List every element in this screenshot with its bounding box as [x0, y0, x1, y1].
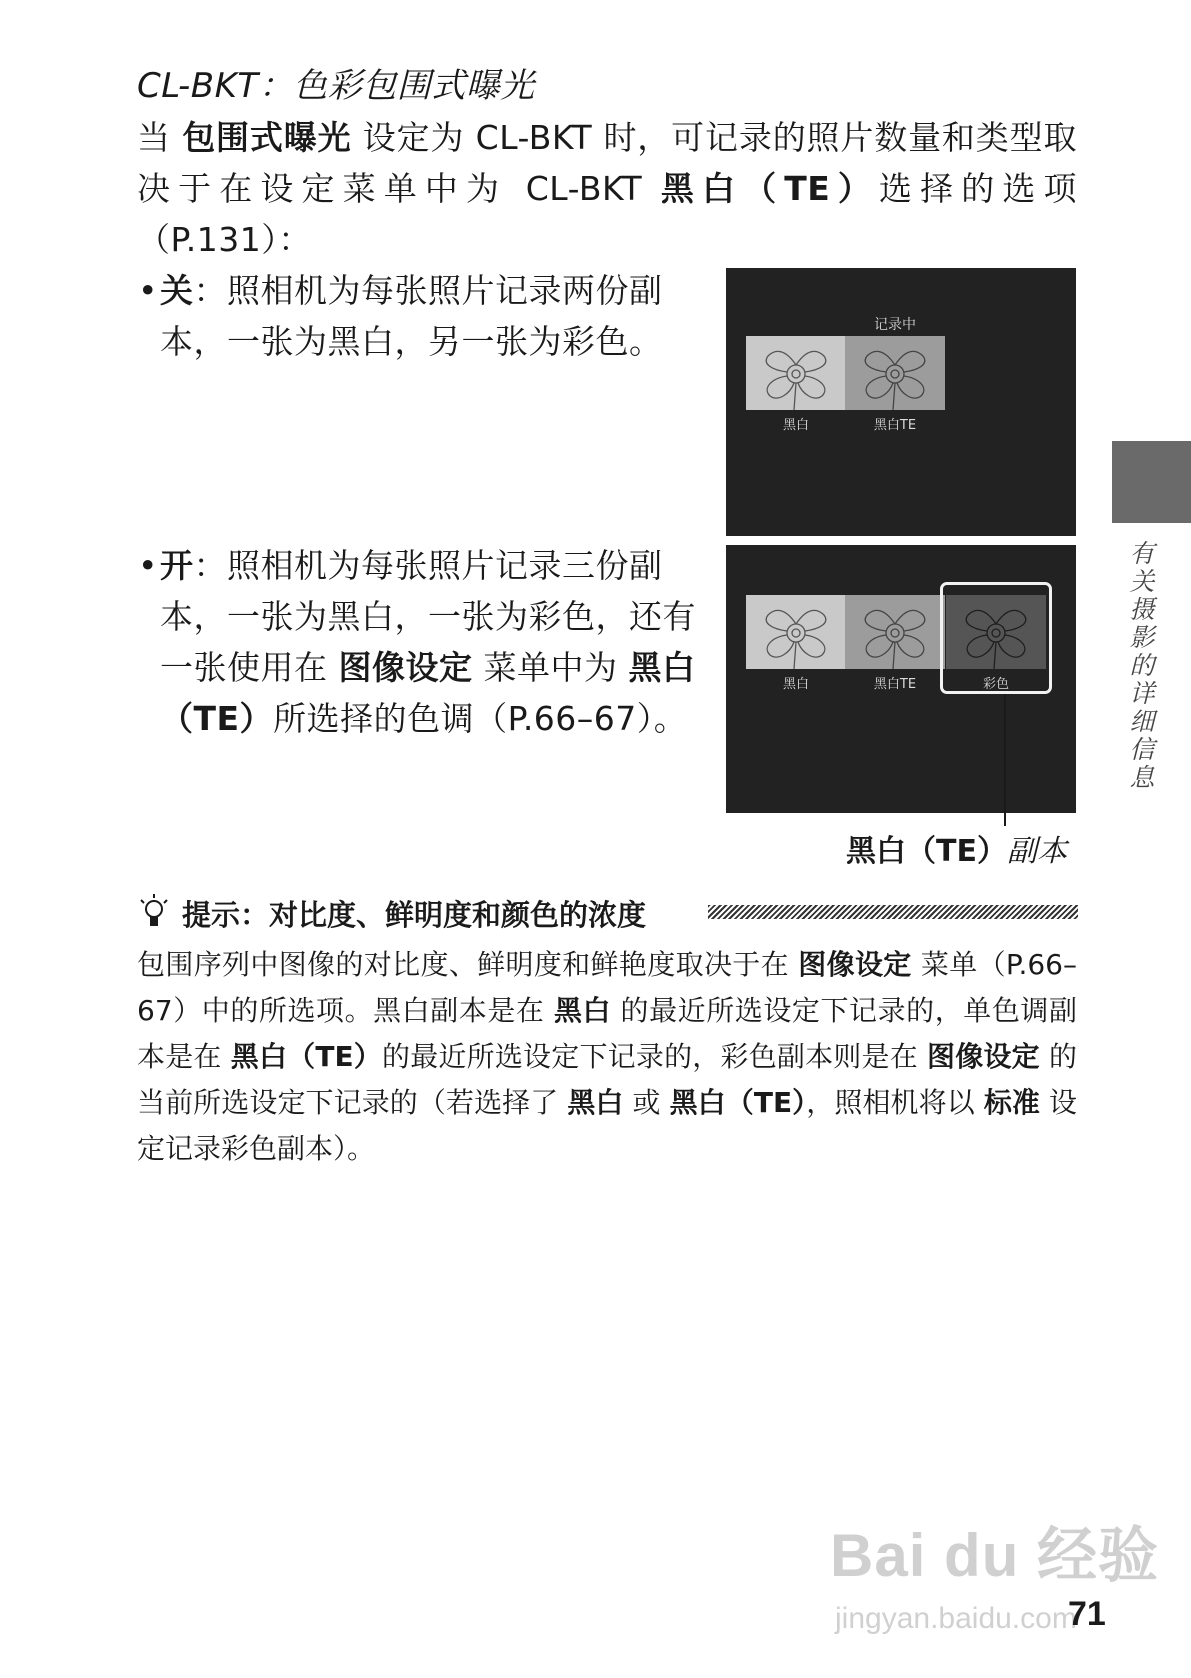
tip-text: 的最近所选设定下记录的，单色调副本是在: [137, 994, 1077, 1073]
menu-term: 黑白（TE）: [669, 1086, 807, 1119]
menu-term: 黑白: [567, 1086, 624, 1119]
bullet-key: 开: [160, 546, 194, 585]
intro-text: 选择的选项（P.131）：: [137, 169, 1077, 259]
bullet-on: [138, 540, 705, 744]
chapter-tab-label: 有关摄影的详细信息: [1126, 540, 1155, 792]
caption-term: 黑白（TE）: [846, 834, 1007, 869]
thumb-bw: [746, 595, 846, 669]
menu-term: 黑白: [553, 994, 612, 1027]
tip-body: [137, 942, 1077, 1172]
bullet-off: [138, 265, 705, 367]
watermark-brand: Bai du 经验: [830, 1522, 1160, 1589]
tip-text: ，照相机将以: [806, 1086, 984, 1119]
intro-paragraph: [137, 112, 1077, 265]
section-heading: CL-BKT：色彩包围式曝光: [137, 66, 535, 106]
watermark-url: jingyan.baidu.com: [835, 1602, 1077, 1635]
bullet-text: 菜单中为: [472, 648, 629, 687]
camera-screen-three-copies: [726, 545, 1076, 813]
bullet-dot: •: [138, 271, 158, 310]
tip-text: 的当前所选设定下记录的（若选择了: [137, 1040, 1077, 1119]
thumb-label-bw: 黑白: [782, 677, 809, 692]
menu-term: 包围式曝光: [182, 118, 352, 157]
menu-term: 图像设定: [927, 1040, 1040, 1073]
thumb-label-te: 黑白TE: [873, 418, 917, 433]
bullet-key: 关: [160, 271, 194, 310]
tip-text: 包围序列中图像的对比度、鲜明度和鲜艳度取决于在: [137, 948, 799, 981]
bullet-dot: •: [138, 546, 158, 585]
caption-italic: 副本: [1006, 834, 1067, 869]
bullet-text: ：照相机为每张照片记录两份副本，一张为黑白，另一张为彩色。: [160, 271, 663, 361]
intro-text: 当: [137, 118, 183, 157]
recording-status: 记录中: [874, 317, 916, 333]
chapter-tab-block: [1112, 441, 1191, 523]
intro-text: 设定为 CL-BKT 时，可记录的照片数量和类型取决于在设定菜单中为 CL-BKT: [137, 118, 1077, 208]
tip-title: 提示：对比度、鲜明度和颜色的浓度: [182, 898, 647, 932]
thumb-bw: [746, 336, 846, 410]
callout-line: [1004, 694, 1006, 826]
thumb-te: [845, 336, 945, 410]
menu-term: 黑白（TE）: [230, 1040, 382, 1073]
tip-text: 菜单（P.66–67）中的所选项。黑白副本是在: [137, 948, 1077, 1027]
tip-text: 设定记录彩色副本）。: [137, 1086, 1077, 1165]
page-number: 71: [1068, 1595, 1106, 1633]
menu-term: 黑白（TE）: [160, 648, 696, 738]
menu-term: 图像设定: [338, 648, 473, 687]
menu-term: 黑白（TE）: [660, 169, 879, 208]
thumb-label-color: 彩色: [982, 677, 1009, 692]
bullet-text: ：照相机为每张照片记录三份副本，一张为黑白，一张为彩色，还有一张使用在: [160, 546, 696, 687]
tip-text: 或: [623, 1086, 670, 1119]
tip-bulb-icon: [137, 892, 171, 932]
figure-caption: [846, 826, 1067, 870]
menu-term: 图像设定: [798, 948, 912, 981]
thumb-color: [946, 595, 1046, 669]
thumb-label-bw: 黑白: [782, 418, 809, 433]
tip-text: 的最近所选设定下记录的，彩色副本则是在: [382, 1040, 928, 1073]
bullet-text: 所选择的色调（P.66–67）。: [273, 699, 688, 738]
thumb-label-te: 黑白TE: [873, 677, 917, 692]
menu-term: 标准: [983, 1086, 1040, 1119]
thumb-te: [845, 595, 945, 669]
camera-screen-two-copies: [726, 268, 1076, 536]
tip-rule: [708, 905, 1078, 919]
